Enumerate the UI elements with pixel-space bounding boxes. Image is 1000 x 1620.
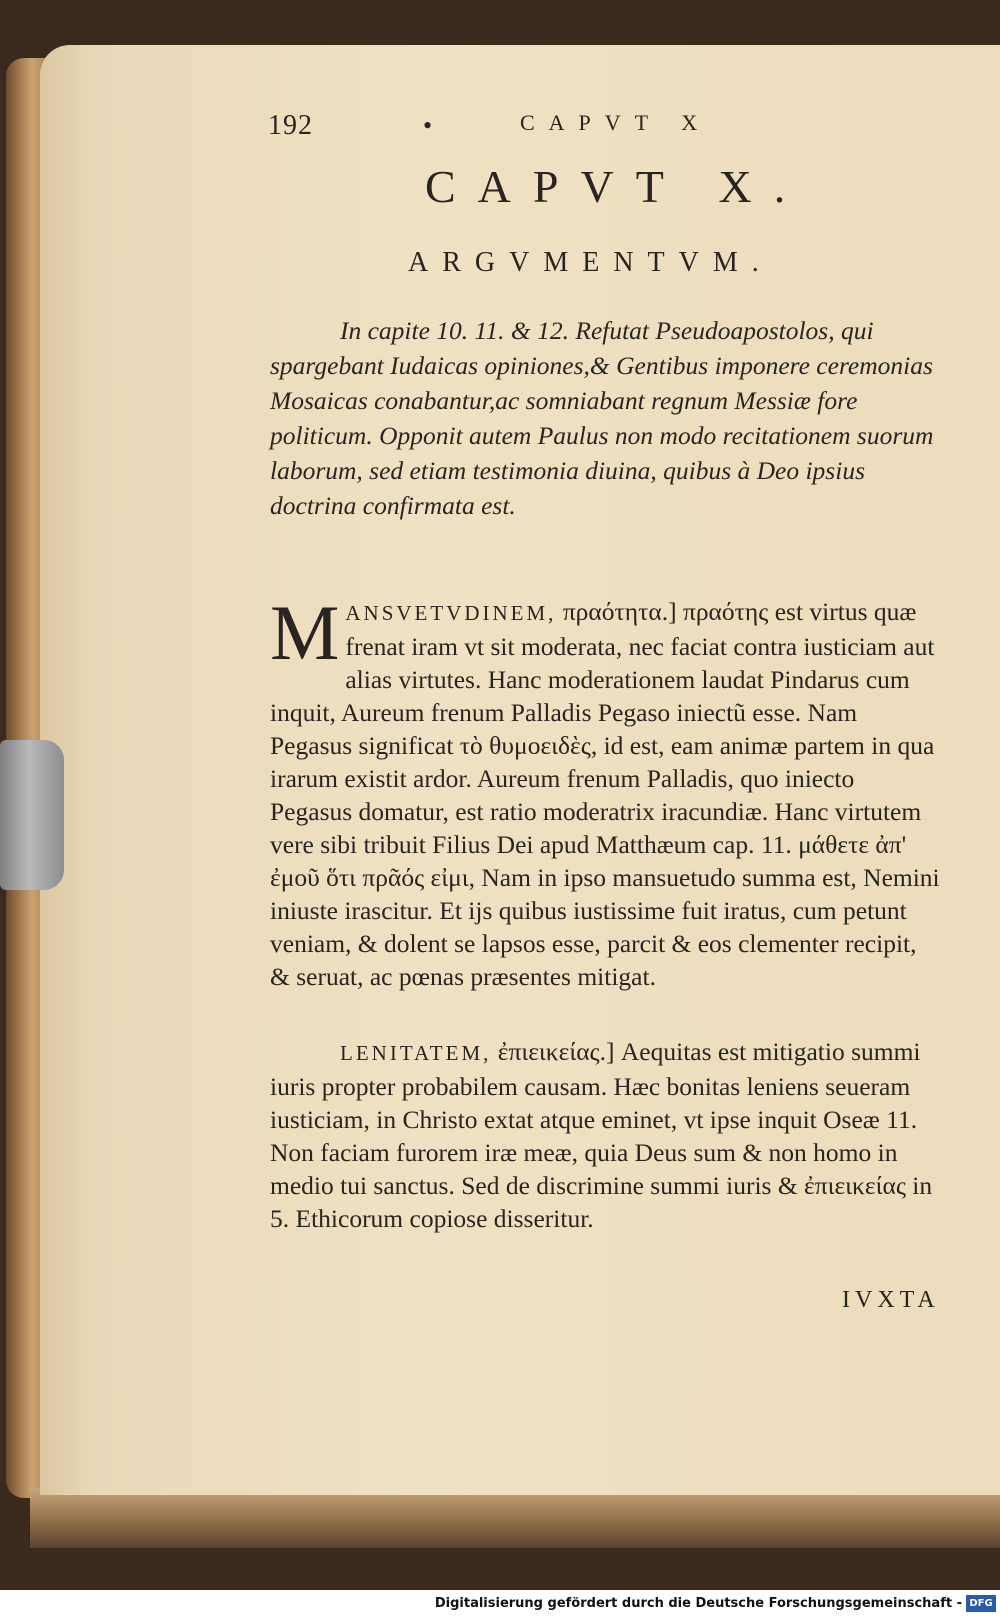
footer-bar: [0, 1590, 1000, 1620]
paragraph1-body: πραότητα.] πραότης est virtus quæ frenat iram vt sit moderata, nec faciat contra iusticiam aut alias virtutes. Hanc moderationem laudat Pindarus cum inquit, Aureum frenum Palladis Pegaso iniectũ esse. Nam Pegasus significat τὸ θυμοειδὲς, id est, eam animæ partem in qua irarum existit ardor. Aureum frenum Palladis, quo iniecto Pegasus domatur, est ratio moderatrix iracundiæ. Hanc virtutem vere sibi tribuit Filius Dei apud Matthæum cap. 11. μάθετε ἀπ' ἐμοῦ ὅτι πρᾶός εἰμι, Nam in ipso mansuetudo summa est, Nemini iniuste irascitur. Et ijs quibus iustissime fuit iratus, cum petunt veniam, & dolent se lapsos esse, parcit & eos clementer recipit, & seruat, ac pœnas præsentes mitigat.: [270, 597, 940, 991]
dfg-logo: DFG: [966, 1595, 996, 1612]
header-separator: •: [423, 111, 433, 140]
paragraph2-body: ἐπιεικείας.] Aequitas est mitigatio summi iuris propter probabilem causam. Hæc bonitas leniens seueram iusticiam, in Christo extat atque eminet, vt ipse inquit Oseæ 11. Non faciam furorem iræ meæ, quia Deus sum & non homo in medio tui sanctus. Sed de discrimine summi iuris & ἐπιεικείας in 5. Ethicorum copiose disseritur.: [270, 1037, 933, 1233]
argumentum-heading: ARGVMENTVM.: [408, 247, 773, 278]
argumentum-text: In capite 10. 11. & 12. Refutat Pseudoapostolos, qui spargebant Iudaicas opiniones,& Gentibus imponere ceremonias Mosaicas conabantur,ac somniabant regnum Messiæ fore politicum. Opponit autem Paulus non modo recitationem suorum laborum, sed etiam testimonia diuina, quibus à Deo ipsius doctrina confirmata est.: [270, 316, 934, 520]
paragraph-mansuetudinem: [270, 589, 942, 993]
paragraph-lenitatem: [270, 1035, 942, 1235]
paragraph1-lead: ANSVETVDINEM,: [345, 601, 557, 625]
running-title: CAPVT X: [520, 110, 712, 135]
drop-cap: M: [270, 589, 340, 676]
chapter-title: CAPVT X.: [425, 161, 808, 212]
funding-notice: Digitalisierung gefördert durch die Deutsche Forschungsgemeinschaft -: [434, 1596, 962, 1611]
book-clip: [0, 740, 64, 890]
page-number: 192: [268, 110, 313, 141]
paragraph2-lead: LENITATEM,: [340, 1041, 492, 1065]
book-bottom-edge: [30, 1488, 1000, 1548]
catchword: IVXTA: [842, 1287, 940, 1313]
book-page: [40, 45, 1000, 1495]
